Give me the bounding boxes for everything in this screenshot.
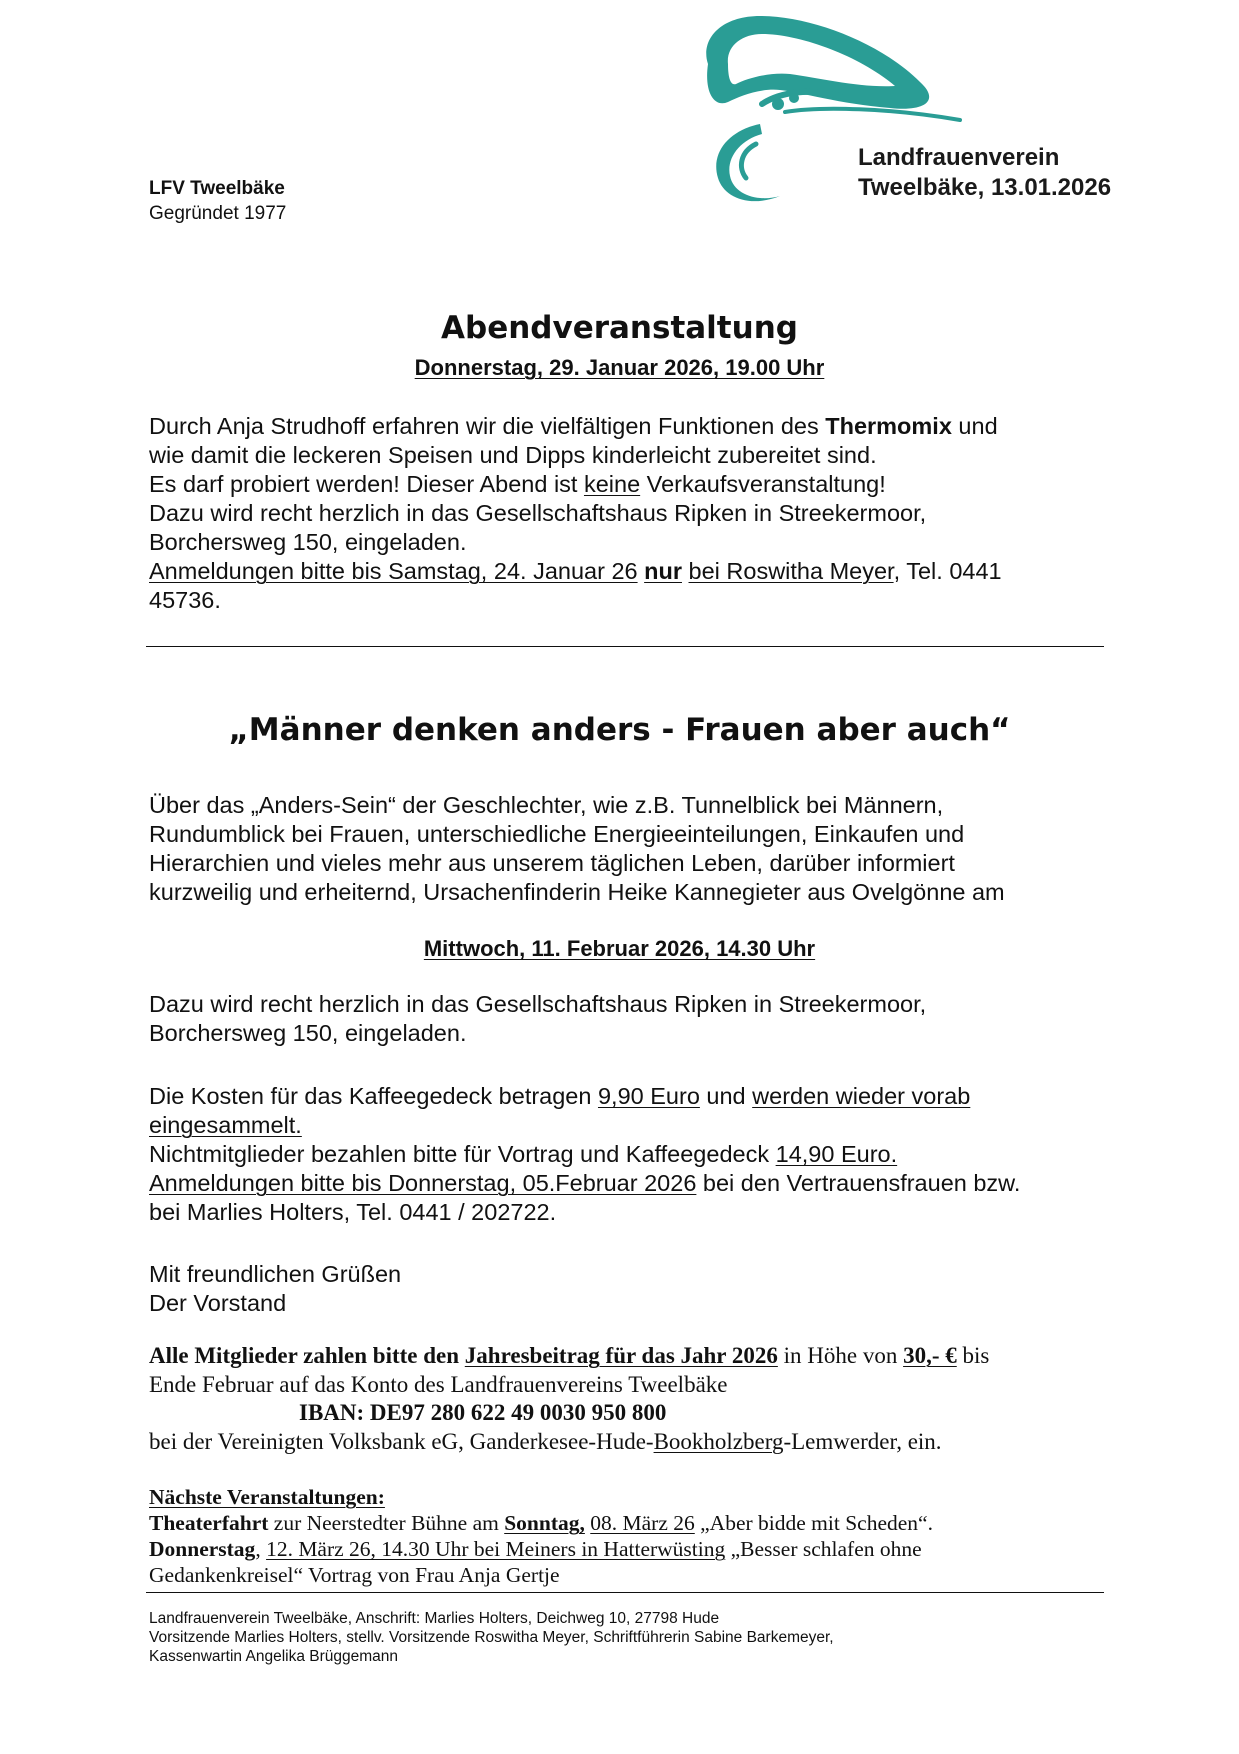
event2-date: Mittwoch, 11. Februar 2026, 14.30 Uhr [423, 936, 816, 961]
text: Donnerstag [149, 1537, 256, 1561]
contact-name: bei Roswitha Meyer [688, 558, 894, 584]
text: Sonntag, [504, 1511, 585, 1535]
text: und [699, 1083, 753, 1109]
text: Alle Mitglieder zahlen bitte den [149, 1343, 465, 1368]
text: Dazu wird recht herzlich in das Gesellschaftshaus Ripken in Streekermoor, [149, 500, 927, 526]
text: Gedankenkreisel“ Vortrag von Frau Anja Gertje [149, 1563, 560, 1587]
text: „Aber bidde mit Scheden“. [694, 1511, 933, 1535]
event1-title: Abendveranstaltung [441, 310, 798, 346]
greeting-text: Mit freundlichen Grüßen [149, 1261, 402, 1287]
registration-deadline: Anmeldungen bitte bis Donnerstag, 05.Februar 2026 [149, 1170, 697, 1196]
text: Bookholzberg [653, 1428, 784, 1454]
text: Theaterfahrt [149, 1511, 269, 1535]
text: „Besser schlafen ohne [725, 1537, 922, 1561]
text: eingesammelt. [149, 1112, 302, 1138]
closing [149, 1260, 1109, 1318]
event2-description [149, 791, 1109, 907]
text: Nichtmitglieder bezahlen bitte für Vortrag und Kaffeegedeck [149, 1141, 776, 1167]
text: bei der Vereinigten Volksbank eG, Ganderkesee-Hude- [149, 1428, 654, 1454]
iban: IBAN: DE97 280 622 49 0030 950 800 [299, 1400, 667, 1425]
text: werden wieder vorab [752, 1083, 971, 1109]
footer-line: Landfrauenverein Tweelbäke, Anschrift: Marlies Holters, Deichweg 10, 27798 Hude [149, 1610, 720, 1627]
text: bis [956, 1343, 990, 1368]
text: in Höhe von [777, 1343, 904, 1368]
text: Ende Februar auf das Konto des Landfrauenvereins Tweelbäke [149, 1371, 728, 1397]
upcoming-heading: Nächste Veranstaltungen: [149, 1485, 385, 1509]
divider [146, 1592, 1104, 1593]
text: Dazu wird recht herzlich in das Gesellschaftshaus Ripken in Streekermoor, [149, 991, 927, 1017]
event1-description [149, 412, 1109, 615]
event2-location [149, 990, 1109, 1048]
text: kurzweilig und erheiternd, Ursachenfinderin Heike Kannegieter aus Ovelgönne am [149, 879, 1005, 905]
text: und [951, 413, 998, 439]
membership-fee-notice [149, 1342, 1109, 1456]
text: 12. März 26, 14.30 Uhr bei Meiners in Hatterwüsting [266, 1537, 726, 1561]
upcoming-events [149, 1484, 1109, 1588]
text: , [255, 1537, 267, 1561]
text: wie damit die leckeren Speisen und Dipps kinderleicht zubereitet sind. [149, 442, 877, 468]
date-line: Tweelbäke, 13.01.2026 [858, 174, 1112, 201]
text: bei den Vertrauensfrauen bzw. [696, 1170, 1021, 1196]
text: -Lemwerder, ein. [783, 1428, 942, 1454]
phone-text: , Tel. 0441 [893, 558, 1002, 584]
event2-title: „Männer denken anders - Frauen aber auch“ [228, 712, 1011, 748]
divider [146, 646, 1104, 647]
text: 45736. [149, 587, 221, 613]
text: Borchersweg 150, eingeladen. [149, 1020, 467, 1046]
text: Die Kosten für das Kaffeegedeck betragen [149, 1083, 598, 1109]
text: Es darf probiert werden! Dieser Abend ist [149, 471, 584, 497]
keine-emphasis: keine [583, 471, 641, 497]
footer-line: Kassenwartin Angelika Brüggemann [149, 1648, 399, 1665]
text: Durch Anja Strudhoff erfahren wir die vielfältigen Funktionen des [149, 413, 826, 439]
signature-text: Der Vorstand [149, 1290, 287, 1316]
text: zur Neerstedter Bühne am [268, 1511, 505, 1535]
nur-emphasis: nur [644, 558, 682, 584]
founded-text: Gegründet 1977 [149, 203, 287, 224]
annual-fee-label: Jahresbeitrag für das Jahr 2026 [464, 1343, 778, 1368]
text: Über das „Anders-Sein“ der Geschlechter, wie z.B. Tunnelblick bei Männern, [149, 792, 944, 818]
fee-amount: 30,- € [903, 1343, 957, 1368]
text: Verkaufsveranstaltung! [640, 471, 886, 497]
price-members: 9,90 Euro [597, 1083, 700, 1109]
event1-date: Donnerstag, 29. Januar 2026, 19.00 Uhr [414, 355, 825, 380]
registration-deadline: Anmeldungen bitte bis Samstag, 24. Januar 26 [149, 558, 638, 584]
event2-costs [149, 1082, 1109, 1227]
org-name: LFV Tweelbäke [149, 178, 285, 199]
logo-caption [858, 143, 1111, 203]
price-nonmembers: 14,90 Euro. [775, 1141, 898, 1167]
thermomix-highlight: Thermomix [825, 413, 952, 439]
text: Rundumblick bei Frauen, unterschiedliche Energieeinteilungen, Einkaufen und [149, 821, 965, 847]
footer-line: Vorsitzende Marlies Holters, stellv. Vorsitzende Roswitha Meyer, Schriftführerin Sabine Barkemeyer, [149, 1629, 834, 1646]
sender-block [149, 176, 286, 226]
text: Borchersweg 150, eingeladen. [149, 529, 467, 555]
footer [149, 1609, 834, 1666]
text: bei Marlies Holters, Tel. 0441 / 202722. [149, 1199, 557, 1225]
logo-line-1: Landfrauenverein [858, 144, 1060, 171]
text: 08. März 26 [590, 1511, 695, 1535]
text: Hierarchien und vieles mehr aus unserem täglichen Leben, darüber informiert [149, 850, 955, 876]
